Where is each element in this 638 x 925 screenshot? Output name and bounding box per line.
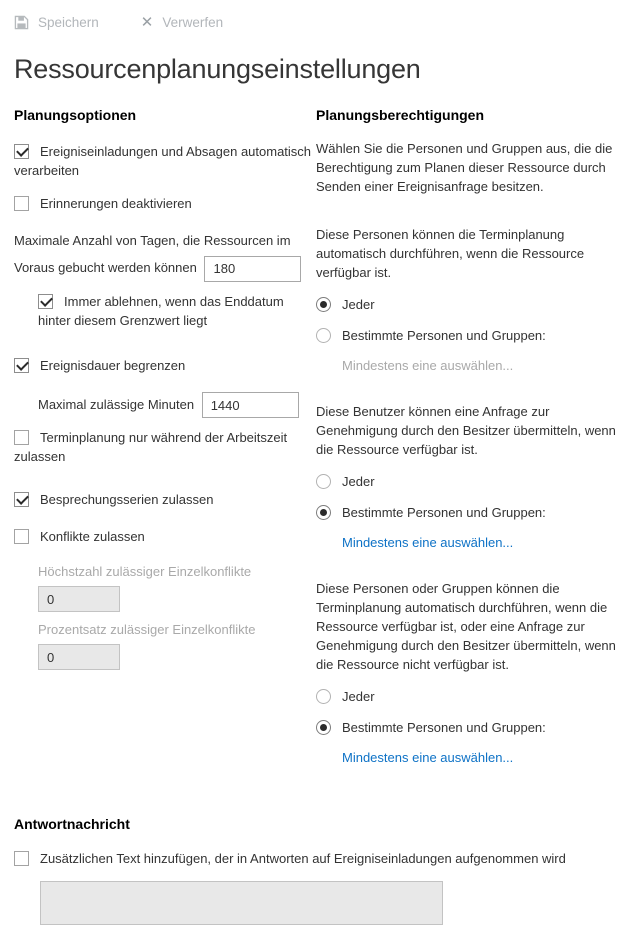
auto-or-request-specific-radio-row[interactable]	[316, 718, 625, 737]
scheduling-permissions-section	[316, 107, 625, 767]
scheduling-options-heading: Planungsoptionen	[14, 107, 137, 123]
save-button[interactable]	[14, 15, 99, 30]
toolbar	[14, 10, 625, 34]
request-specific-radio-row[interactable]	[316, 503, 625, 522]
auto-approval-group	[316, 225, 625, 373]
max-conflicts-input[interactable]	[38, 586, 120, 612]
max-minutes-field	[38, 391, 316, 419]
auto-specific-radio-row[interactable]	[316, 326, 625, 345]
response-message-heading: Antwortnachricht	[14, 816, 130, 832]
auto-specific-radio[interactable]	[316, 328, 331, 343]
allow-conflicts-checkbox-row[interactable]	[14, 527, 316, 546]
working-hours-only-checkbox[interactable]	[14, 430, 29, 445]
page-title: Ressourcenplanungseinstellungen	[14, 54, 421, 84]
max-conflicts-label: Höchstzahl zulässiger Einzelkonflikte	[38, 564, 252, 580]
auto-or-request-select-people-link[interactable]: Mindestens eine auswählen...	[342, 750, 514, 765]
conflict-percentage-input[interactable]	[38, 644, 120, 670]
disable-reminders-checkbox[interactable]	[14, 196, 29, 211]
booking-window-label: Maximale Anzahl von Tagen, die Ressourcen im Voraus gebucht werden können	[14, 233, 291, 275]
auto-or-request-everyone-label: Jeder	[342, 689, 375, 704]
booking-window-field	[14, 227, 316, 282]
request-select-people-link[interactable]: Mindestens eine auswählen...	[342, 535, 514, 550]
always-decline-checkbox-row[interactable]	[38, 292, 316, 330]
auto-specific-label: Bestimmte Personen und Gruppen:	[342, 328, 546, 343]
auto-select-people-link[interactable]: Mindestens eine auswählen...	[342, 358, 514, 373]
conflict-percentage-field	[38, 621, 316, 670]
reply-text-textarea[interactable]	[40, 881, 443, 925]
response-message-section	[14, 816, 625, 925]
disable-reminders-label: Erinnerungen deaktivieren	[40, 196, 192, 211]
allow-conflicts-label: Konflikte zulassen	[40, 529, 145, 545]
add-reply-text-checkbox-row[interactable]	[14, 849, 625, 868]
auto-or-request-description: Diese Personen oder Gruppen können die Terminplanung automatisch durchführen, wenn die Ressource verfügbar ist, oder eine Anfrage zur Genehmigung durch den Besitzer übermitteln, wenn die Ressource nicht verfügbar ist.	[316, 581, 616, 672]
auto-or-request-specific-radio[interactable]	[316, 720, 331, 735]
request-approval-group	[316, 402, 625, 550]
max-minutes-input[interactable]	[202, 392, 299, 418]
scheduling-permissions-heading: Planungsberechtigungen	[316, 107, 485, 123]
working-hours-only-label: Terminplanung nur während der Arbeitszeit zulassen	[14, 430, 288, 465]
allow-recurring-checkbox-row[interactable]	[14, 490, 316, 509]
booking-window-input[interactable]	[204, 256, 301, 282]
request-everyone-radio[interactable]	[316, 474, 331, 489]
save-icon	[14, 15, 29, 30]
auto-or-request-everyone-radio-row[interactable]	[316, 687, 625, 706]
auto-everyone-radio[interactable]	[316, 297, 331, 312]
disable-reminders-checkbox-row[interactable]	[14, 194, 316, 213]
conflict-percentage-label: Prozentsatz zulässiger Einzelkonflikte	[38, 622, 256, 638]
auto-approval-description: Diese Personen können die Terminplanung automatisch durchführen, wenn die Ressource verfügbar ist.	[316, 227, 585, 280]
request-specific-label: Bestimmte Personen und Gruppen:	[342, 505, 546, 520]
limit-duration-label: Ereignisdauer begrenzen	[40, 357, 186, 373]
settings-columns	[14, 107, 625, 767]
auto-or-request-everyone-radio[interactable]	[316, 689, 331, 704]
permissions-intro: Wählen Sie die Personen und Gruppen aus, die die Berechtigung zum Planen dieser Ressource durch Senden einer Ereignisanfrage besitzen.	[316, 141, 613, 194]
discard-button[interactable]	[141, 15, 223, 30]
limit-duration-checkbox-row[interactable]	[14, 356, 316, 375]
save-button-label: Speichern	[38, 14, 99, 30]
working-hours-only-checkbox-row[interactable]	[14, 428, 316, 466]
discard-button-label: Verwerfen	[162, 14, 224, 30]
allow-conflicts-checkbox[interactable]	[14, 529, 29, 544]
request-approval-description: Diese Benutzer können eine Anfrage zur Genehmigung durch den Besitzer übermitteln, wenn die Ressource verfügbar ist.	[316, 404, 616, 457]
add-reply-text-checkbox[interactable]	[14, 851, 29, 866]
add-reply-text-label: Zusätzlichen Text hinzufügen, der in Antworten auf Ereigniseinladungen aufgenommen wird	[40, 851, 566, 866]
always-decline-label: Immer ablehnen, wenn das Enddatum hinter diesem Grenzwert liegt	[38, 293, 284, 328]
allow-recurring-label: Besprechungsserien zulassen	[40, 492, 214, 508]
discard-x-icon: ✕	[140, 13, 154, 31]
auto-process-checkbox-row[interactable]	[14, 142, 316, 180]
request-everyone-label: Jeder	[342, 474, 375, 489]
limit-duration-checkbox[interactable]	[14, 358, 29, 373]
scheduling-options-section	[14, 107, 316, 767]
auto-process-checkbox[interactable]	[14, 144, 29, 159]
auto-or-request-group	[316, 579, 625, 765]
always-decline-checkbox[interactable]	[38, 294, 53, 309]
max-minutes-label: Maximal zulässige Minuten	[38, 396, 195, 412]
auto-everyone-label: Jeder	[342, 297, 375, 312]
auto-or-request-specific-label: Bestimmte Personen und Gruppen:	[342, 720, 546, 735]
max-conflicts-field	[38, 563, 316, 612]
auto-everyone-radio-row[interactable]	[316, 295, 625, 314]
auto-process-label: Ereigniseinladungen und Absagen automatisch verarbeiten	[14, 144, 312, 178]
request-specific-radio[interactable]	[316, 505, 331, 520]
allow-recurring-checkbox[interactable]	[14, 492, 29, 507]
request-everyone-radio-row[interactable]	[316, 472, 625, 491]
